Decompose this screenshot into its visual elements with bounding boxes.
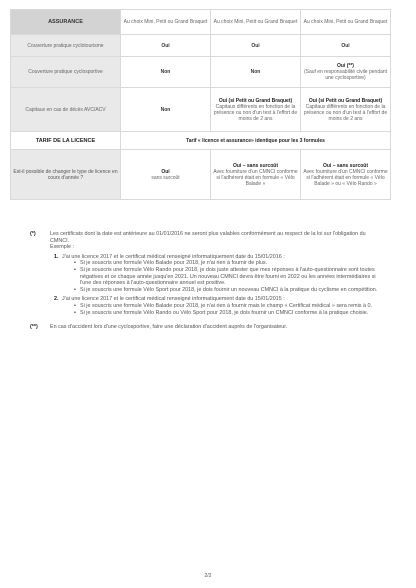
table-cell	[211, 88, 301, 132]
footnote-text: En cas d'accident lors d'une cyclosportive, faire une déclaration d'accident auprès de l'organisateur.	[50, 324, 288, 331]
tarif-value: Tarif « licence et assurance» identique pour les 3 formules	[121, 132, 391, 150]
row-label: Est-il possible de changer le type de licence en cours d'année ?	[11, 150, 121, 200]
page-number: 2/2	[204, 573, 212, 579]
example-number: 2.	[54, 296, 59, 303]
table-header-label: ASSURANCE	[11, 10, 121, 35]
table-cell: Oui	[301, 35, 391, 57]
table-row	[11, 150, 391, 200]
example-label: Exemple :	[50, 244, 74, 251]
cell-value: Oui – sans surcoût	[322, 162, 368, 169]
table-cell	[121, 150, 211, 200]
example-item	[54, 253, 386, 294]
table-cell: Oui	[211, 35, 301, 57]
footnotes	[30, 231, 386, 331]
footnote-marker: (**)	[30, 324, 38, 331]
column-header: Au choix Mini, Petit ou Grand Braquet	[121, 10, 211, 35]
table-cell: Oui	[121, 35, 211, 57]
list-item: • Si je souscris une formule Vélo Balade pour 2018, je n'ai rien à fournir mais le champ « Certificat médical » sera remis à 0.	[74, 303, 386, 310]
row-label: Couverture pratique cyclosportive	[11, 57, 121, 88]
cell-note: Capitaux différents en fonction de la présence ou non d'un test à l'effort de moins de 2 ans	[213, 103, 298, 122]
cell-note: sans surcoût	[151, 174, 180, 181]
table-cell: Non	[121, 88, 211, 132]
table-cell: Non	[211, 57, 301, 88]
table-cell	[211, 150, 301, 200]
example-number: 1.	[54, 253, 59, 260]
list-item: • Si je souscris une formule Vélo Rando pour 2018, je dois juste attester que mes réponses à l'auto-questionnaire sont toutes négatives et ce chaque année jusqu'en 2021. Un nouveau CMNCI devra être fourni en 2022 ou les années intermédiaires si l'une des réponses à l'auto-questionnaire annuel est positive.	[74, 267, 386, 287]
footnote-text: Les certificats dont la date est antérieure au 01/01/2016 ne seront plus valables conformément au respect de la loi sur l'obligation du CMNCI.	[50, 231, 366, 244]
table-header-row	[11, 10, 391, 35]
cell-value: Oui	[161, 168, 170, 175]
footnote-1	[30, 231, 386, 251]
table-cell	[301, 57, 391, 88]
list-item: • Si je souscris une formule Vélo Sport pour 2018, je dois fournir un nouveau CMNCI à la pratique du cyclisme en compétition.	[74, 287, 386, 294]
cell-value: Oui (si Petit ou Grand Braquet)	[308, 97, 383, 104]
table-cell: Non	[121, 57, 211, 88]
cell-value: Oui – sans surcoût	[232, 162, 278, 169]
table-row	[11, 35, 391, 57]
cell-note: Avec fourniture d'un CMNCI conforme si l'adhérent était en formule « Vélo Balade »	[213, 168, 298, 187]
table-row	[11, 88, 391, 132]
bullet-list	[74, 303, 386, 316]
example-title: J'ai une licence 2017 et le certificat médical renseigné informatiquement date du 15/01/2016 :	[62, 253, 285, 260]
table-row	[11, 57, 391, 88]
list-item: • Si je souscris une formule Vélo Rando ou Vélo Sport pour 2018, je dois fournir un CMNCI conforme à la pratique choisie.	[74, 310, 386, 317]
cell-note: (Sauf en responsabilité civile pendant une cyclosportive)	[303, 69, 388, 81]
example-list	[54, 253, 386, 316]
table-cell	[301, 88, 391, 132]
footnote-marker: (*)	[30, 231, 36, 237]
footnote-2	[30, 324, 386, 331]
row-label: Couverture pratique cyclotourisme	[11, 35, 121, 57]
example-title: J'ai une licence 2017 et le certificat médical renseigné informatiquement date du 15/01/2015 :	[62, 296, 285, 303]
list-item: • Si je souscris une formule Vélo Balade pour 2018, je n'ai rien à fournir de plus.	[74, 260, 386, 267]
column-header: Au choix Mini, Petit ou Grand Braquet	[301, 10, 391, 35]
table-cell	[301, 150, 391, 200]
insurance-table	[10, 9, 391, 200]
tarif-label: TARIF DE LA LICENCE	[11, 132, 121, 150]
example-item	[54, 296, 386, 316]
cell-note: Capitaux différents en fonction de la présence ou non d'un test à l'effort de moins de 2 ans	[303, 103, 388, 122]
cell-value: Oui (**)	[337, 63, 354, 69]
cell-value: Oui (si Petit ou Grand Braquet)	[218, 97, 293, 104]
column-header: Au choix Mini, Petit ou Grand Braquet	[211, 10, 301, 35]
bullet-list	[74, 260, 386, 293]
tarif-row	[11, 132, 391, 150]
row-label: Capitaux en cas de décès AVC/ACV	[11, 88, 121, 132]
cell-note: Avec fourniture d'un CMNCI conforme si l'adhérent était en formule « Vélo Balade » ou « Vélo Rando »	[303, 168, 388, 187]
